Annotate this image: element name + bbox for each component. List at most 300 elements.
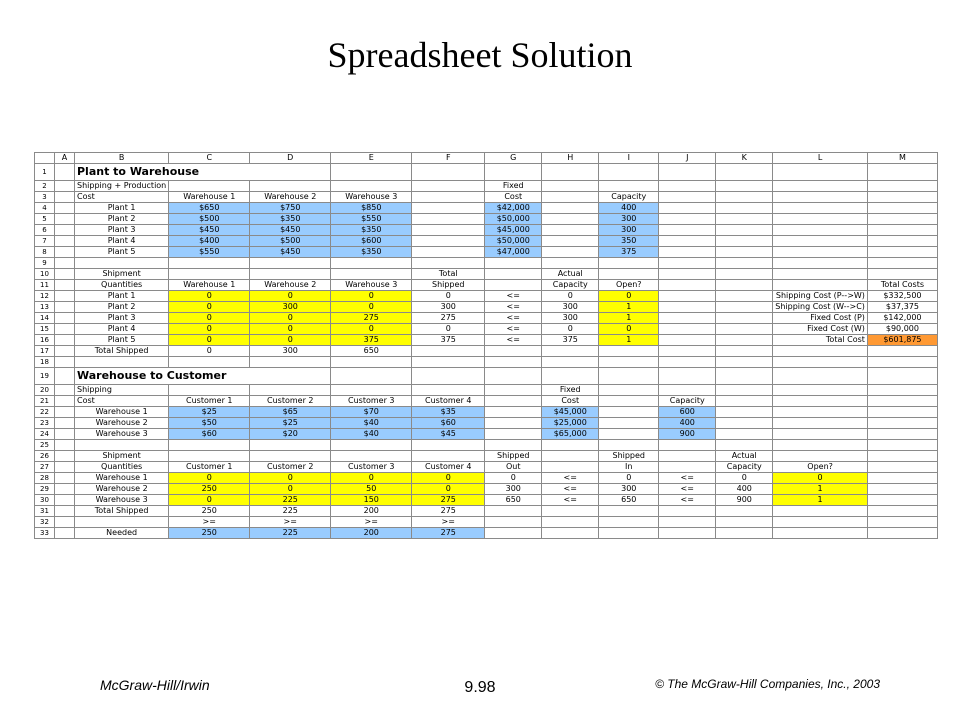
- cell-b2[interactable]: Shipping + Production: [75, 181, 169, 192]
- cell-b20[interactable]: Shipping: [75, 385, 169, 396]
- cell-c11[interactable]: Warehouse 1: [169, 280, 250, 291]
- cell-g6[interactable]: $45,000: [485, 225, 542, 236]
- cell-e21[interactable]: Customer 3: [331, 396, 412, 407]
- cell-f28[interactable]: 0: [412, 473, 485, 484]
- cell-f20[interactable]: [412, 385, 485, 396]
- cell-b14[interactable]: Plant 3: [75, 313, 169, 324]
- cell-m12[interactable]: $332,500: [867, 291, 937, 302]
- cell-l18[interactable]: [773, 357, 868, 368]
- cell-l26[interactable]: [773, 451, 868, 462]
- cell-c24[interactable]: $60: [169, 429, 250, 440]
- cell-a29[interactable]: [55, 484, 75, 495]
- cell-e6[interactable]: $350: [331, 225, 412, 236]
- cell-c5[interactable]: $500: [169, 214, 250, 225]
- row-header[interactable]: 27: [35, 462, 55, 473]
- cell-d2[interactable]: [250, 181, 331, 192]
- cell-j15[interactable]: [659, 324, 716, 335]
- cell-j26[interactable]: [659, 451, 716, 462]
- cell[interactable]: [412, 164, 485, 181]
- cell-a15[interactable]: [55, 324, 75, 335]
- cell-e27[interactable]: Customer 3: [331, 462, 412, 473]
- cell-b25[interactable]: [75, 440, 169, 451]
- cell-i7[interactable]: 350: [599, 236, 659, 247]
- cell-i9[interactable]: [599, 258, 659, 269]
- cell-k23[interactable]: [716, 418, 773, 429]
- cell-f15[interactable]: 0: [412, 324, 485, 335]
- cell-c3[interactable]: Warehouse 1: [169, 192, 250, 203]
- cell-h23[interactable]: $25,000: [542, 418, 599, 429]
- cell-d22[interactable]: $65: [250, 407, 331, 418]
- cell-d4[interactable]: $750: [250, 203, 331, 214]
- cell-a8[interactable]: [55, 247, 75, 258]
- cell-l13[interactable]: Shipping Cost (W-->C): [773, 302, 868, 313]
- cell-h2[interactable]: [542, 181, 599, 192]
- cell-b21[interactable]: Cost: [75, 396, 169, 407]
- cell-b31[interactable]: Total Shipped: [75, 506, 169, 517]
- cell-h15[interactable]: 0: [542, 324, 599, 335]
- cell-m11[interactable]: Total Costs: [867, 280, 937, 291]
- cell-d12[interactable]: 0: [250, 291, 331, 302]
- cell-c13[interactable]: 0: [169, 302, 250, 313]
- cell-f13[interactable]: 300: [412, 302, 485, 313]
- section-heading[interactable]: Plant to Warehouse: [75, 164, 331, 181]
- cell-m17[interactable]: [867, 346, 937, 357]
- cell-m30[interactable]: [867, 495, 937, 506]
- cell-i20[interactable]: [599, 385, 659, 396]
- cell-h21[interactable]: Cost: [542, 396, 599, 407]
- cell[interactable]: [331, 368, 412, 385]
- cell-a30[interactable]: [55, 495, 75, 506]
- cell-f31[interactable]: 275: [412, 506, 485, 517]
- cell-k22[interactable]: [716, 407, 773, 418]
- cell-g12[interactable]: <=: [485, 291, 542, 302]
- cell-j22[interactable]: 600: [659, 407, 716, 418]
- row-header[interactable]: 7: [35, 236, 55, 247]
- section-heading[interactable]: Warehouse to Customer: [75, 368, 331, 385]
- cell-g4[interactable]: $42,000: [485, 203, 542, 214]
- cell-j28[interactable]: <=: [659, 473, 716, 484]
- column-header-j[interactable]: J: [659, 153, 716, 164]
- cell-i8[interactable]: 375: [599, 247, 659, 258]
- row-header[interactable]: 14: [35, 313, 55, 324]
- column-header-l[interactable]: L: [773, 153, 868, 164]
- cell[interactable]: [599, 368, 659, 385]
- cell-c7[interactable]: $400: [169, 236, 250, 247]
- cell-d9[interactable]: [250, 258, 331, 269]
- cell-g10[interactable]: [485, 269, 542, 280]
- cell-b33[interactable]: Needed: [75, 528, 169, 539]
- column-header-a[interactable]: A: [55, 153, 75, 164]
- cell-h10[interactable]: Actual: [542, 269, 599, 280]
- cell-d8[interactable]: $450: [250, 247, 331, 258]
- cell-f16[interactable]: 375: [412, 335, 485, 346]
- cell-j8[interactable]: [659, 247, 716, 258]
- cell-g31[interactable]: [485, 506, 542, 517]
- cell-l12[interactable]: Shipping Cost (P-->W): [773, 291, 868, 302]
- cell-d31[interactable]: 225: [250, 506, 331, 517]
- cell-c28[interactable]: 0: [169, 473, 250, 484]
- cell-d15[interactable]: 0: [250, 324, 331, 335]
- cell-a12[interactable]: [55, 291, 75, 302]
- cell-k12[interactable]: [716, 291, 773, 302]
- cell-e20[interactable]: [331, 385, 412, 396]
- column-header-h[interactable]: H: [542, 153, 599, 164]
- cell-k32[interactable]: [716, 517, 773, 528]
- cell-d28[interactable]: 0: [250, 473, 331, 484]
- cell-a21[interactable]: [55, 396, 75, 407]
- cell-i10[interactable]: [599, 269, 659, 280]
- cell-h7[interactable]: [542, 236, 599, 247]
- cell-b11[interactable]: Quantities: [75, 280, 169, 291]
- cell-i30[interactable]: 650: [599, 495, 659, 506]
- cell-i18[interactable]: [599, 357, 659, 368]
- cell-m21[interactable]: [867, 396, 937, 407]
- cell-e28[interactable]: 0: [331, 473, 412, 484]
- cell-m14[interactable]: $142,000: [867, 313, 937, 324]
- row-header[interactable]: 31: [35, 506, 55, 517]
- cell-g26[interactable]: Shipped: [485, 451, 542, 462]
- cell-h5[interactable]: [542, 214, 599, 225]
- cell-c31[interactable]: 250: [169, 506, 250, 517]
- cell-m29[interactable]: [867, 484, 937, 495]
- cell-b26[interactable]: Shipment: [75, 451, 169, 462]
- cell-a28[interactable]: [55, 473, 75, 484]
- cell-m22[interactable]: [867, 407, 937, 418]
- row-header[interactable]: 17: [35, 346, 55, 357]
- cell-b28[interactable]: Warehouse 1: [75, 473, 169, 484]
- cell-a9[interactable]: [55, 258, 75, 269]
- cell-c22[interactable]: $25: [169, 407, 250, 418]
- row-header[interactable]: 21: [35, 396, 55, 407]
- cell-f30[interactable]: 275: [412, 495, 485, 506]
- cell-f29[interactable]: 0: [412, 484, 485, 495]
- cell-g29[interactable]: 300: [485, 484, 542, 495]
- cell-f12[interactable]: 0: [412, 291, 485, 302]
- cell-i6[interactable]: 300: [599, 225, 659, 236]
- cell-i16[interactable]: 1: [599, 335, 659, 346]
- cell-e33[interactable]: 200: [331, 528, 412, 539]
- cell-i5[interactable]: 300: [599, 214, 659, 225]
- cell-c23[interactable]: $50: [169, 418, 250, 429]
- cell[interactable]: [485, 164, 542, 181]
- cell-k21[interactable]: [716, 396, 773, 407]
- cell-m10[interactable]: [867, 269, 937, 280]
- cell-g3[interactable]: Cost: [485, 192, 542, 203]
- cell-k28[interactable]: 0: [716, 473, 773, 484]
- cell-h29[interactable]: <=: [542, 484, 599, 495]
- cell-k5[interactable]: [716, 214, 773, 225]
- row-header[interactable]: 15: [35, 324, 55, 335]
- cell-d25[interactable]: [250, 440, 331, 451]
- cell-i26[interactable]: Shipped: [599, 451, 659, 462]
- cell[interactable]: [412, 368, 485, 385]
- cell-d26[interactable]: [250, 451, 331, 462]
- cell-k31[interactable]: [716, 506, 773, 517]
- cell-h24[interactable]: $65,000: [542, 429, 599, 440]
- cell-b27[interactable]: Quantities: [75, 462, 169, 473]
- cell-l29[interactable]: 1: [773, 484, 868, 495]
- cell-c4[interactable]: $650: [169, 203, 250, 214]
- row-header[interactable]: 30: [35, 495, 55, 506]
- cell-l8[interactable]: [773, 247, 868, 258]
- row-header[interactable]: 6: [35, 225, 55, 236]
- cell-l21[interactable]: [773, 396, 868, 407]
- cell-m18[interactable]: [867, 357, 937, 368]
- cell[interactable]: [716, 368, 773, 385]
- cell-h14[interactable]: 300: [542, 313, 599, 324]
- cell-d10[interactable]: [250, 269, 331, 280]
- cell-k7[interactable]: [716, 236, 773, 247]
- cell-j14[interactable]: [659, 313, 716, 324]
- cell-d32[interactable]: >=: [250, 517, 331, 528]
- cell-f2[interactable]: [412, 181, 485, 192]
- cell-l6[interactable]: [773, 225, 868, 236]
- cell-l4[interactable]: [773, 203, 868, 214]
- cell-d21[interactable]: Customer 2: [250, 396, 331, 407]
- cell-j7[interactable]: [659, 236, 716, 247]
- cell-k20[interactable]: [716, 385, 773, 396]
- cell[interactable]: [867, 368, 937, 385]
- cell-e5[interactable]: $550: [331, 214, 412, 225]
- cell-f33[interactable]: 275: [412, 528, 485, 539]
- row-header[interactable]: 29: [35, 484, 55, 495]
- cell-d3[interactable]: Warehouse 2: [250, 192, 331, 203]
- cell-i14[interactable]: 1: [599, 313, 659, 324]
- cell-a23[interactable]: [55, 418, 75, 429]
- cell-k8[interactable]: [716, 247, 773, 258]
- cell-h25[interactable]: [542, 440, 599, 451]
- cell-h33[interactable]: [542, 528, 599, 539]
- select-all-corner[interactable]: [35, 153, 55, 164]
- cell-k13[interactable]: [716, 302, 773, 313]
- cell-k6[interactable]: [716, 225, 773, 236]
- cell-k33[interactable]: [716, 528, 773, 539]
- cell-m2[interactable]: [867, 181, 937, 192]
- cell-i28[interactable]: 0: [599, 473, 659, 484]
- cell-m31[interactable]: [867, 506, 937, 517]
- row-header[interactable]: 22: [35, 407, 55, 418]
- row-header[interactable]: 33: [35, 528, 55, 539]
- cell-c32[interactable]: >=: [169, 517, 250, 528]
- cell-h22[interactable]: $45,000: [542, 407, 599, 418]
- cell-k4[interactable]: [716, 203, 773, 214]
- column-header-k[interactable]: K: [716, 153, 773, 164]
- cell-l7[interactable]: [773, 236, 868, 247]
- cell-i2[interactable]: [599, 181, 659, 192]
- cell-a10[interactable]: [55, 269, 75, 280]
- cell-e13[interactable]: 0: [331, 302, 412, 313]
- row-header[interactable]: 32: [35, 517, 55, 528]
- cell-c2[interactable]: [169, 181, 250, 192]
- cell-a17[interactable]: [55, 346, 75, 357]
- cell[interactable]: [867, 164, 937, 181]
- cell-b15[interactable]: Plant 4: [75, 324, 169, 335]
- cell-j29[interactable]: <=: [659, 484, 716, 495]
- cell-a24[interactable]: [55, 429, 75, 440]
- column-header-d[interactable]: D: [250, 153, 331, 164]
- cell-k25[interactable]: [716, 440, 773, 451]
- cell-h16[interactable]: 375: [542, 335, 599, 346]
- cell-g28[interactable]: 0: [485, 473, 542, 484]
- row-header[interactable]: 3: [35, 192, 55, 203]
- cell-j18[interactable]: [659, 357, 716, 368]
- cell-e15[interactable]: 0: [331, 324, 412, 335]
- cell-k3[interactable]: [716, 192, 773, 203]
- cell-f6[interactable]: [412, 225, 485, 236]
- cell-d13[interactable]: 300: [250, 302, 331, 313]
- cell[interactable]: [659, 164, 716, 181]
- cell-j31[interactable]: [659, 506, 716, 517]
- cell-d18[interactable]: [250, 357, 331, 368]
- cell-g15[interactable]: <=: [485, 324, 542, 335]
- cell-f3[interactable]: [412, 192, 485, 203]
- row-header[interactable]: 18: [35, 357, 55, 368]
- cell-g32[interactable]: [485, 517, 542, 528]
- cell-d29[interactable]: 0: [250, 484, 331, 495]
- cell-f8[interactable]: [412, 247, 485, 258]
- cell-g20[interactable]: [485, 385, 542, 396]
- cell-m28[interactable]: [867, 473, 937, 484]
- cell-c14[interactable]: 0: [169, 313, 250, 324]
- cell-g7[interactable]: $50,000: [485, 236, 542, 247]
- column-header-b[interactable]: B: [75, 153, 169, 164]
- cell-c17[interactable]: 0: [169, 346, 250, 357]
- row-header[interactable]: 23: [35, 418, 55, 429]
- cell-m27[interactable]: [867, 462, 937, 473]
- cell-e17[interactable]: 650: [331, 346, 412, 357]
- cell-c16[interactable]: 0: [169, 335, 250, 346]
- cell-d27[interactable]: Customer 2: [250, 462, 331, 473]
- cell-g30[interactable]: 650: [485, 495, 542, 506]
- cell-c30[interactable]: 0: [169, 495, 250, 506]
- cell-i33[interactable]: [599, 528, 659, 539]
- cell-d23[interactable]: $25: [250, 418, 331, 429]
- cell-k11[interactable]: [716, 280, 773, 291]
- row-header[interactable]: 8: [35, 247, 55, 258]
- cell-b17[interactable]: Total Shipped: [75, 346, 169, 357]
- cell[interactable]: [331, 164, 412, 181]
- cell-c29[interactable]: 250: [169, 484, 250, 495]
- cell-e24[interactable]: $40: [331, 429, 412, 440]
- cell-d14[interactable]: 0: [250, 313, 331, 324]
- cell-i17[interactable]: [599, 346, 659, 357]
- cell-j10[interactable]: [659, 269, 716, 280]
- cell-l33[interactable]: [773, 528, 868, 539]
- cell-e10[interactable]: [331, 269, 412, 280]
- cell-e32[interactable]: >=: [331, 517, 412, 528]
- cell-i24[interactable]: [599, 429, 659, 440]
- cell-b10[interactable]: Shipment: [75, 269, 169, 280]
- cell-c8[interactable]: $550: [169, 247, 250, 258]
- cell-l14[interactable]: Fixed Cost (P): [773, 313, 868, 324]
- cell-m7[interactable]: [867, 236, 937, 247]
- cell-f26[interactable]: [412, 451, 485, 462]
- cell-g18[interactable]: [485, 357, 542, 368]
- cell-d20[interactable]: [250, 385, 331, 396]
- cell-e3[interactable]: Warehouse 3: [331, 192, 412, 203]
- cell-d30[interactable]: 225: [250, 495, 331, 506]
- cell-i31[interactable]: [599, 506, 659, 517]
- cell-b3[interactable]: Cost: [75, 192, 169, 203]
- cell[interactable]: [773, 164, 868, 181]
- cell-e29[interactable]: 50: [331, 484, 412, 495]
- cell-f23[interactable]: $60: [412, 418, 485, 429]
- cell-g23[interactable]: [485, 418, 542, 429]
- cell-d6[interactable]: $450: [250, 225, 331, 236]
- cell-a7[interactable]: [55, 236, 75, 247]
- row-header[interactable]: 2: [35, 181, 55, 192]
- cell-c33[interactable]: 250: [169, 528, 250, 539]
- cell-e12[interactable]: 0: [331, 291, 412, 302]
- cell-b8[interactable]: Plant 5: [75, 247, 169, 258]
- cell-h28[interactable]: <=: [542, 473, 599, 484]
- cell-e25[interactable]: [331, 440, 412, 451]
- cell-m4[interactable]: [867, 203, 937, 214]
- cell-l32[interactable]: [773, 517, 868, 528]
- cell-h20[interactable]: Fixed: [542, 385, 599, 396]
- cell-l5[interactable]: [773, 214, 868, 225]
- cell-k29[interactable]: 400: [716, 484, 773, 495]
- cell-d16[interactable]: 0: [250, 335, 331, 346]
- cell-m9[interactable]: [867, 258, 937, 269]
- cell-b18[interactable]: [75, 357, 169, 368]
- cell-k16[interactable]: [716, 335, 773, 346]
- cell-l3[interactable]: [773, 192, 868, 203]
- cell-h32[interactable]: [542, 517, 599, 528]
- cell-m33[interactable]: [867, 528, 937, 539]
- cell-i27[interactable]: In: [599, 462, 659, 473]
- cell-b5[interactable]: Plant 2: [75, 214, 169, 225]
- cell-m20[interactable]: [867, 385, 937, 396]
- cell-m15[interactable]: $90,000: [867, 324, 937, 335]
- cell-j12[interactable]: [659, 291, 716, 302]
- cell-a26[interactable]: [55, 451, 75, 462]
- cell-h26[interactable]: [542, 451, 599, 462]
- column-header-f[interactable]: F: [412, 153, 485, 164]
- cell-f5[interactable]: [412, 214, 485, 225]
- cell-m26[interactable]: [867, 451, 937, 462]
- cell-h8[interactable]: [542, 247, 599, 258]
- cell-l10[interactable]: [773, 269, 868, 280]
- cell-b13[interactable]: Plant 2: [75, 302, 169, 313]
- cell-b16[interactable]: Plant 5: [75, 335, 169, 346]
- cell-k10[interactable]: [716, 269, 773, 280]
- cell-d33[interactable]: 225: [250, 528, 331, 539]
- cell-k18[interactable]: [716, 357, 773, 368]
- cell-b32[interactable]: [75, 517, 169, 528]
- cell-a3[interactable]: [55, 192, 75, 203]
- cell-b29[interactable]: Warehouse 2: [75, 484, 169, 495]
- cell-f11[interactable]: Shipped: [412, 280, 485, 291]
- cell-g16[interactable]: <=: [485, 335, 542, 346]
- cell-l27[interactable]: Open?: [773, 462, 868, 473]
- cell-g5[interactable]: $50,000: [485, 214, 542, 225]
- cell-j11[interactable]: [659, 280, 716, 291]
- cell-c25[interactable]: [169, 440, 250, 451]
- cell-a13[interactable]: [55, 302, 75, 313]
- cell-b7[interactable]: Plant 4: [75, 236, 169, 247]
- cell-g33[interactable]: [485, 528, 542, 539]
- cell-f32[interactable]: >=: [412, 517, 485, 528]
- cell-l25[interactable]: [773, 440, 868, 451]
- cell-c21[interactable]: Customer 1: [169, 396, 250, 407]
- row-header[interactable]: 24: [35, 429, 55, 440]
- cell-l17[interactable]: [773, 346, 868, 357]
- cell-k14[interactable]: [716, 313, 773, 324]
- cell-c26[interactable]: [169, 451, 250, 462]
- cell-m23[interactable]: [867, 418, 937, 429]
- cell-h6[interactable]: [542, 225, 599, 236]
